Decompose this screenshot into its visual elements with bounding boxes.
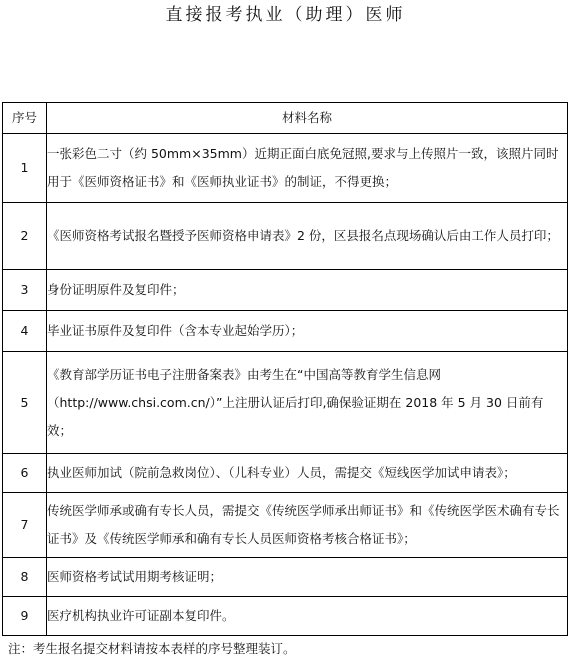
material-name: 执业医师加试（院前急救岗位）、（儿科专业）人员，需提交《短线医学加试申请表》； [47, 454, 568, 493]
material-name: 毕业证书原件及复印件（含本专业起始学历）； [47, 311, 568, 352]
material-name: 一张彩色二寸（约 50mm×35mm）近期正面白底免冠照,要求与上传照片一致，该照片同时用于《医师资格证书》和《医师执业证书》的制证，不得更换； [47, 134, 568, 203]
row-number: 3 [3, 270, 47, 311]
materials-table [2, 102, 568, 636]
row-number: 8 [3, 558, 47, 597]
table-row [3, 597, 568, 636]
table-row [3, 558, 568, 597]
material-name: 《教育部学历证书电子注册备案表》由考生在“中国高等教育学生信息网（http://www.chsi.com.cn/）”上注册认证后打印,确保验证期在 2018 年 5 月 30 日前有效； [47, 352, 568, 454]
row-number: 9 [3, 597, 47, 636]
row-number: 4 [3, 311, 47, 352]
header-no: 序号 [3, 103, 47, 134]
row-number: 2 [3, 203, 47, 270]
table-row [3, 134, 568, 203]
material-name: 传统医学师承或确有专长人员，需提交《传统医学师承出师证书》和《传统医学医术确有专长证书》及《传统医学师承和确有专长人员医师资格考核合格证书》； [47, 493, 568, 558]
table-row [3, 352, 568, 454]
table-row [3, 454, 568, 493]
row-number: 1 [3, 134, 47, 203]
header-name: 材料名称 [47, 103, 568, 134]
row-number: 6 [3, 454, 47, 493]
material-name: 身份证明原件及复印件； [47, 270, 568, 311]
row-number: 5 [3, 352, 47, 454]
table-row [3, 270, 568, 311]
table-row [3, 203, 568, 270]
material-name: 《医师资格考试报名暨授予医师资格申请表》2 份，区县报名点现场确认后由工作人员打印； [47, 203, 568, 270]
material-name: 医疗机构执业许可证副本复印件。 [47, 597, 568, 636]
table-row [3, 493, 568, 558]
material-name: 医师资格考试试用期考核证明； [47, 558, 568, 597]
page-title: 直接报考执业（助理）医师 [165, 5, 406, 25]
table-row [3, 311, 568, 352]
table-header-row [3, 103, 568, 134]
row-number: 7 [3, 493, 47, 558]
footnote: 注：考生报名提交材料请按本表样的序号整理装订。 [8, 641, 296, 656]
